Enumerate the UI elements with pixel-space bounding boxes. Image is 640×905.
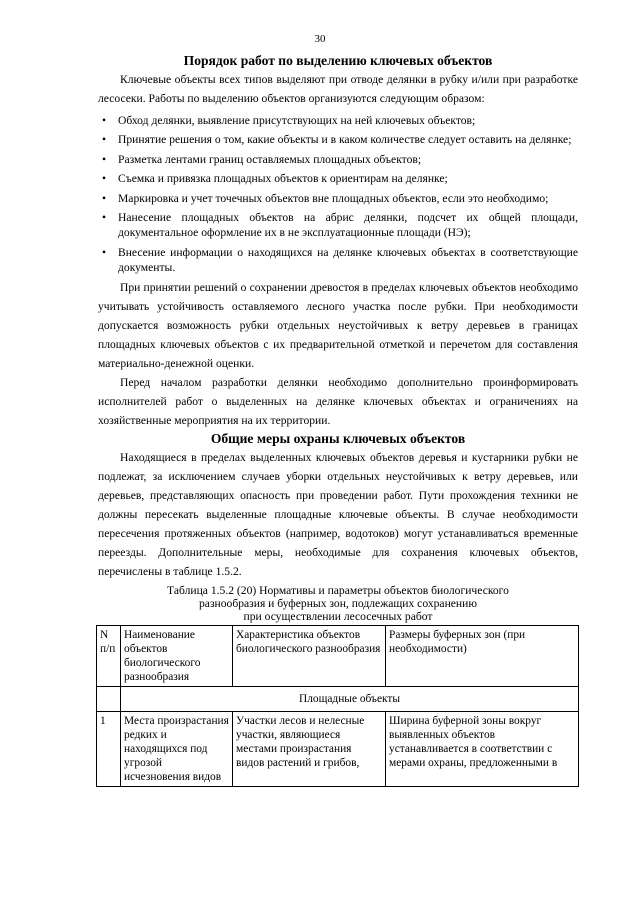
list-item: • Обход делянки, выявление присутствующих на ней ключевых объектов; (98, 113, 578, 128)
table-cell: Места произрастания редких и находящихся под угрозой исчезновения видов (121, 712, 233, 787)
caption-line: при осуществлении лесосечных работ (243, 610, 433, 624)
list-item: • Маркировка и учет точечных объектов вне площадных объектов, если это необходимо; (98, 191, 578, 206)
protection-paragraph: Находящиеся в пределах выделенных ключевых объектов деревья и кустарники рубки не подлежат, за исключением случаев уборки отдельных неустойчивых к ветру деревьев, или деревьев, представляющих опасность при проведении работ. Пути прохождения техники не должны пересекать выделенные площадные ключевые объекты. В случае необходимости пересечения протяженных объектов (например, водотоков) могут устанавливаться временные переезды. Дополнительные меры, необходимые для сохранения ключевых объектов, перечислены в таблице 1.5.2. (98, 451, 578, 578)
stability-paragraph: При принятии решений о сохранении древостоя в пределах ключевых объектов необходимо учитывать устойчивость оставляемого лесного участка после рубки. При необходимости допускается возможность рубки отдельных неустойчивых к ветру деревьев в границах площадных ключевых объектов с их предварительной отметкой и перечетом для составления материально-денежной оценки. (98, 281, 578, 370)
table-caption (98, 584, 578, 624)
table-cell: Ширина буферной зоны вокруг выявленных объектов устанавливается в соответствии с мерами охраны, предложенными в (386, 712, 579, 787)
list-item: • Нанесение площадных объектов на абрис делянки, подсчет их общей площади, документальное оформление их в не эксплуатационные площади (НЭ); (98, 210, 578, 240)
inform-paragraph: Перед началом разработки делянки необходимо дополнительно проинформировать исполнителей работ о выделенных на делянке ключевых объектах и ограничениях на хозяйственные мероприятия на их территории. (98, 375, 578, 427)
section-heading-protection: Общие меры охраны ключевых объектов (210, 431, 466, 447)
table-cell: 1 (97, 712, 121, 787)
page-content (98, 52, 578, 787)
table-section-row (97, 687, 579, 712)
list-item: • Внесение информации о находящихся на делянке ключевых объектах в соответствующие документы. (98, 245, 578, 275)
list-item: • Съемка и привязка площадных объектов к ориентирам на делянке; (98, 171, 578, 186)
intro-paragraph: Ключевые объекты всех типов выделяют при отводе делянки в рубку и/или при разработке лесосеки. Работы по выделению объектов организуются следующим образом: (98, 72, 578, 105)
header-cell: Размеры буферных зон (при необходимости) (386, 626, 579, 687)
empty-cell (97, 687, 121, 712)
list-item: • Разметка лентами границ оставляемых площадных объектов; (98, 152, 578, 167)
table-row (97, 712, 579, 787)
caption-line: разнообразия и буферных зон, подлежащих сохранению (199, 596, 477, 610)
work-steps-list (98, 113, 578, 275)
section-heading-workflow: Порядок работ по выделению ключевых объектов (183, 53, 493, 68)
page-number: 30 (314, 33, 326, 45)
norms-table (96, 625, 579, 787)
section-cell: Площадные объекты (121, 687, 579, 712)
table-header-row (97, 626, 579, 687)
table-cell: Участки лесов и нелесные участки, являющиеся местами произрастания видов растений и грибов, (233, 712, 386, 787)
header-cell: Характеристика объектов биологического разнообразия (233, 626, 386, 687)
list-item: • Принятие решения о том, какие объекты и в каком количестве следует оставить на делянке; (98, 132, 578, 147)
header-cell: Наименование объектов биологического разнообразия (121, 626, 233, 687)
header-cell: N п/п (97, 626, 121, 687)
caption-line: Таблица 1.5.2 (20) Нормативы и параметры объектов биологического (167, 583, 509, 597)
